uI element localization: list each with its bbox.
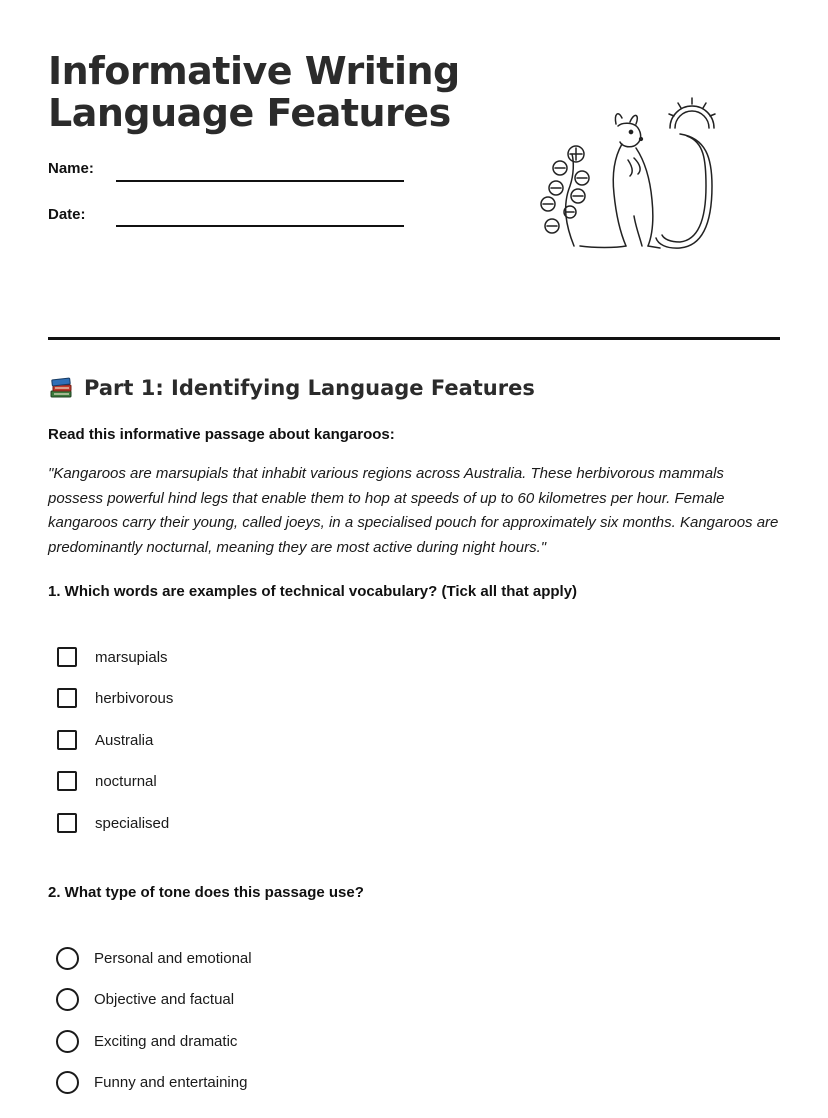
radio-button[interactable]: [56, 988, 79, 1011]
question-2: 2. What type of tone does this passage use?: [48, 884, 364, 901]
passage-instruction: Read this informative passage about kangaroos:: [48, 426, 395, 443]
checkbox-option[interactable]: [57, 645, 168, 669]
checkbox[interactable]: [57, 813, 77, 833]
name-field[interactable]: [116, 180, 404, 182]
date-label: Date:: [48, 206, 86, 223]
checkbox[interactable]: [57, 771, 77, 791]
books-icon: [48, 375, 74, 401]
worksheet-title: [48, 50, 460, 134]
checkbox-label: nocturnal: [95, 772, 157, 790]
checkbox-label: Australia: [95, 731, 154, 749]
radio-label: Objective and factual: [94, 990, 235, 1008]
radio-option[interactable]: [57, 1070, 247, 1094]
radio-button[interactable]: [56, 947, 79, 970]
checkbox-option[interactable]: [57, 686, 173, 710]
checkbox-option[interactable]: [57, 811, 169, 835]
kangaroo-passage: "Kangaroos are marsupials that inhabit various regions across Australia. These herbivorous mammals possess powerful hind legs that enable them to hop at speeds of up to 60 kilometres per hour. Female kangaroos carry their young, called joeys, in a specialised pouch for approximately six months. Kangaroos are predominantly nocturnal, meaning they are most active during night hours.": [48, 465, 779, 557]
radio-label: Funny and entertaining: [94, 1073, 248, 1091]
radio-option[interactable]: [57, 946, 252, 970]
radio-label: Personal and emotional: [94, 949, 252, 967]
checkbox-label: specialised: [95, 814, 170, 832]
part1-heading: [48, 375, 535, 401]
title-line-1: Informative Writing: [48, 49, 460, 93]
radio-button[interactable]: [56, 1071, 79, 1094]
checkbox-option[interactable]: [57, 728, 153, 752]
checkbox-label: marsupials: [95, 648, 168, 666]
part1-heading-text: Part 1: Identifying Language Features: [84, 376, 535, 400]
checkbox-option[interactable]: [57, 769, 157, 793]
checkbox[interactable]: [57, 647, 77, 667]
section-divider: [48, 337, 780, 340]
checkbox[interactable]: [57, 730, 77, 750]
radio-option[interactable]: [57, 987, 234, 1011]
title-line-2: Language Features: [48, 91, 451, 135]
radio-option[interactable]: [57, 1029, 237, 1053]
name-label: Name:: [48, 160, 94, 177]
question-1: 1. Which words are examples of technical vocabulary? (Tick all that apply): [48, 583, 578, 600]
date-field[interactable]: [116, 225, 404, 227]
radio-button[interactable]: [56, 1030, 79, 1053]
radio-label: Exciting and dramatic: [94, 1032, 238, 1050]
checkbox[interactable]: [57, 688, 77, 708]
kangaroo-illustration-icon: [530, 96, 726, 256]
checkbox-label: herbivorous: [95, 689, 174, 707]
